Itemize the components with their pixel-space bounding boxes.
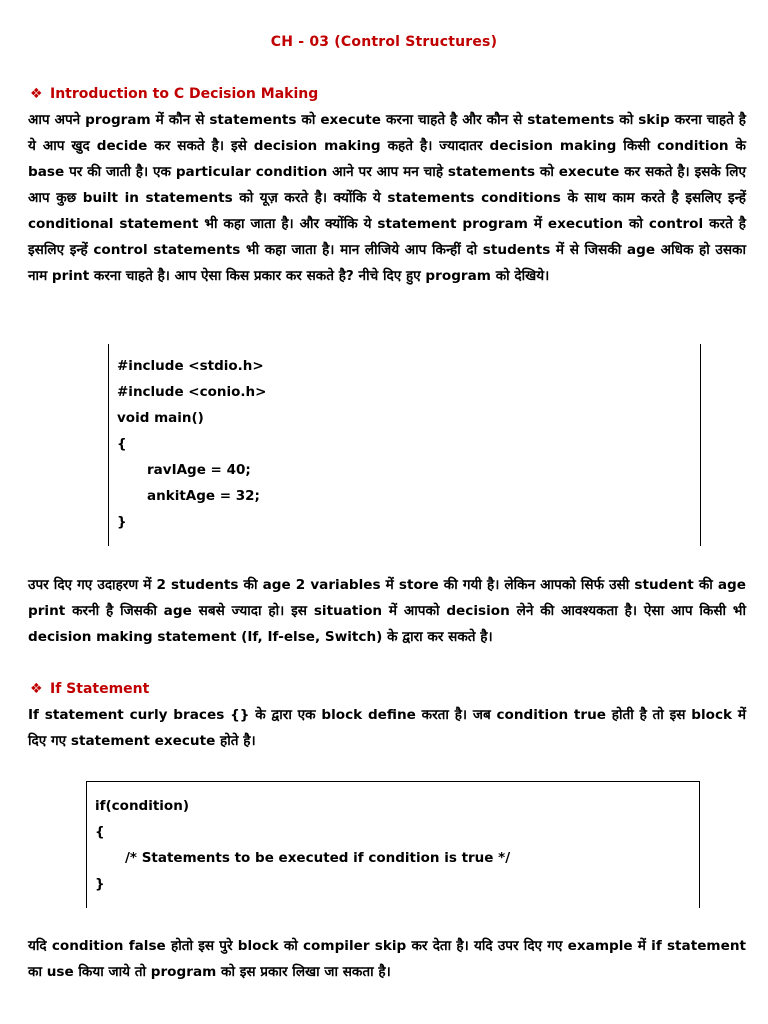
section-heading-text: If Statement xyxy=(50,681,150,697)
chapter-title: CH - 03 (Control Structures) xyxy=(270,34,498,50)
diamond-bullet-icon: ❖ xyxy=(30,86,43,102)
code-line: } xyxy=(95,876,105,892)
if-paragraph: If statement curly braces {} के द्वारा एक block define करता है। जब condition true होती है तो इस block में दिए गए statement execute होते है। xyxy=(28,707,746,749)
explanation-paragraph: उपर दिए गए उदाहरण में 2 students की age 2 variables में store की गयी है। लेकिन आपको सिर्फ उसी student की age print करनी है जिसकी age सबसे ज्यादा हो। इस situation में आपको decision लेने की आवश्यकता है। ऐसा आप किसी भी decision making statement (If, If-else, Switch) के द्वारा कर सकते है। xyxy=(28,577,746,645)
code-line: { xyxy=(117,436,127,452)
code-line: } xyxy=(117,514,127,530)
code-block-1 xyxy=(117,353,266,535)
code-line: if(condition) xyxy=(95,798,189,814)
closing-paragraph: यदि condition false होतो इस पुरे block को compiler skip कर देता है। यदि उपर दिए गए example में if statement का use किया जाये तो program को इस प्रकार लिखा जा सकता है। xyxy=(28,938,746,980)
code-block-2 xyxy=(95,793,510,897)
code-line: ankitAge = 32; xyxy=(147,488,260,504)
code-line: void main() xyxy=(117,410,204,426)
code-line: #include <conio.h> xyxy=(117,384,267,400)
code-line: ravIAge = 40; xyxy=(147,462,251,478)
code-line: { xyxy=(95,824,105,840)
section-heading-if xyxy=(30,681,149,697)
section-heading-text: Introduction to C Decision Making xyxy=(50,86,319,102)
diamond-bullet-icon: ❖ xyxy=(30,681,43,697)
code-line: #include <stdio.h> xyxy=(117,358,264,374)
code-line: /* Statements to be executed if condition is true */ xyxy=(125,850,511,866)
intro-paragraph: आप अपने program में कौन से statements को execute करना चाहते है और कौन से statements को skip करना चाहते है ये आप खुद decide कर सकते है। इसे decision making कहते है। ज्यादातर decision making किसी condition के base पर की जाती है। एक particular condition आने पर आप मन चाहे statements को execute कर सकते है। इसके लिए आप कुछ built in statements को यूज़ करते है। क्योंकि ये statements conditions के साथ काम करते है इसलिए इन्हें conditional statement भी कहा जाता है। और क्योंकि ये statement program में execution को control करते है इसलिए इन्हें control statements भी कहा जाता है। मान लीजिये आप किन्हीं दो students में से जिसकी age अधिक हो उसका नाम print करना चाहते है। आप ऐसा किस प्रकार कर सकते है? नीचे दिए हुए program को देखिये। xyxy=(28,112,746,284)
